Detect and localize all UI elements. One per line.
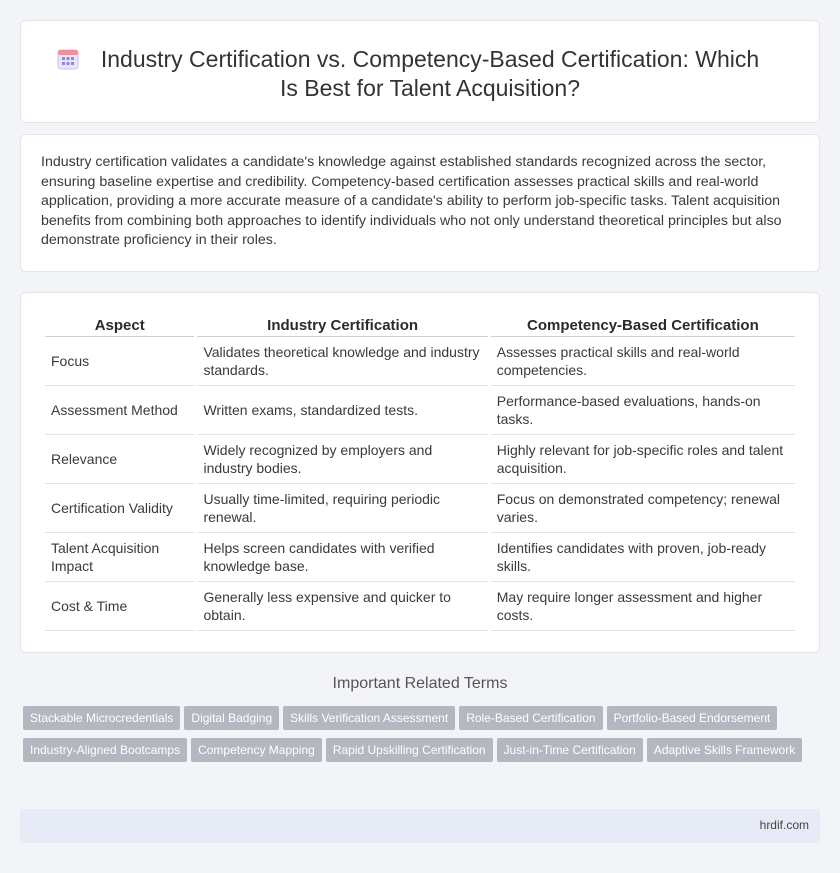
cell-competency: May require longer assessment and higher costs. (491, 582, 795, 631)
table-row (45, 582, 795, 631)
related-term-tag[interactable]: Industry-Aligned Bootcamps (23, 738, 187, 762)
table-row (45, 484, 795, 533)
related-term-tag[interactable]: Just-in-Time Certification (497, 738, 643, 762)
header-competency: Competency-Based Certification (491, 315, 795, 337)
related-terms-heading: Important Related Terms (332, 675, 508, 692)
title-card (20, 20, 820, 123)
related-term-tag[interactable]: Digital Badging (184, 706, 279, 730)
cell-industry: Validates theoretical knowledge and industry standards. (197, 337, 487, 386)
cell-industry: Generally less expensive and quicker to obtain. (197, 582, 487, 631)
comparison-table (42, 315, 798, 631)
intro-card (20, 134, 820, 272)
cell-aspect: Assessment Method (45, 386, 194, 435)
cell-aspect: Relevance (45, 435, 194, 484)
table-row (45, 533, 795, 582)
table-row (45, 386, 795, 435)
header-industry: Industry Certification (197, 315, 487, 337)
related-term-tag[interactable]: Competency Mapping (191, 738, 322, 762)
table-row (45, 435, 795, 484)
related-term-tag[interactable]: Adaptive Skills Framework (647, 738, 802, 762)
cell-aspect: Cost & Time (45, 582, 194, 631)
cell-competency: Highly relevant for job-specific roles and talent acquisition. (491, 435, 795, 484)
cell-competency: Assesses practical skills and real-world competencies. (491, 337, 795, 386)
cell-competency: Performance-based evaluations, hands-on tasks. (491, 386, 795, 435)
related-term-tag[interactable]: Skills Verification Assessment (283, 706, 455, 730)
intro-paragraph: Industry certification validates a candidate's knowledge against established standards recognized across the sector, ensuring baseline expertise and credibility. Competency-based certification assesses practical skills and real-world application, providing a more accurate measure of a candidate's ability to perform job-specific tasks. Talent acquisition benefits from combining both approaches to identify individuals who not only understand theoretical principles but also demonstrate proficiency in their roles. (41, 154, 782, 248)
cell-aspect: Focus (45, 337, 194, 386)
cell-aspect: Talent Acquisition Impact (45, 533, 194, 582)
cell-competency: Identifies candidates with proven, job-ready skills. (491, 533, 795, 582)
table-header-row (45, 315, 795, 337)
cell-industry: Usually time-limited, requiring periodic renewal. (197, 484, 487, 533)
table-row (45, 337, 795, 386)
cell-aspect: Certification Validity (45, 484, 194, 533)
cell-industry: Widely recognized by employers and industry bodies. (197, 435, 487, 484)
related-term-tag[interactable]: Role-Based Certification (459, 706, 602, 730)
footer-site-link[interactable]: hrdif.com (759, 818, 809, 832)
header-aspect: Aspect (45, 315, 194, 337)
related-term-tag[interactable]: Stackable Microcredentials (23, 706, 180, 730)
related-term-tag[interactable]: Portfolio-Based Endorsement (607, 706, 778, 730)
page-title: Industry Certification vs. Competency-Based Certification: Which Is Best for Talent Acquisition? (100, 46, 760, 101)
comparison-card (20, 292, 820, 653)
related-terms-list (23, 706, 813, 770)
cell-competency: Focus on demonstrated competency; renewal varies. (491, 484, 795, 533)
cell-industry: Written exams, standardized tests. (197, 386, 487, 435)
related-term-tag[interactable]: Rapid Upskilling Certification (326, 738, 493, 762)
cell-industry: Helps screen candidates with verified knowledge base. (197, 533, 487, 582)
footer-bar (20, 809, 820, 843)
